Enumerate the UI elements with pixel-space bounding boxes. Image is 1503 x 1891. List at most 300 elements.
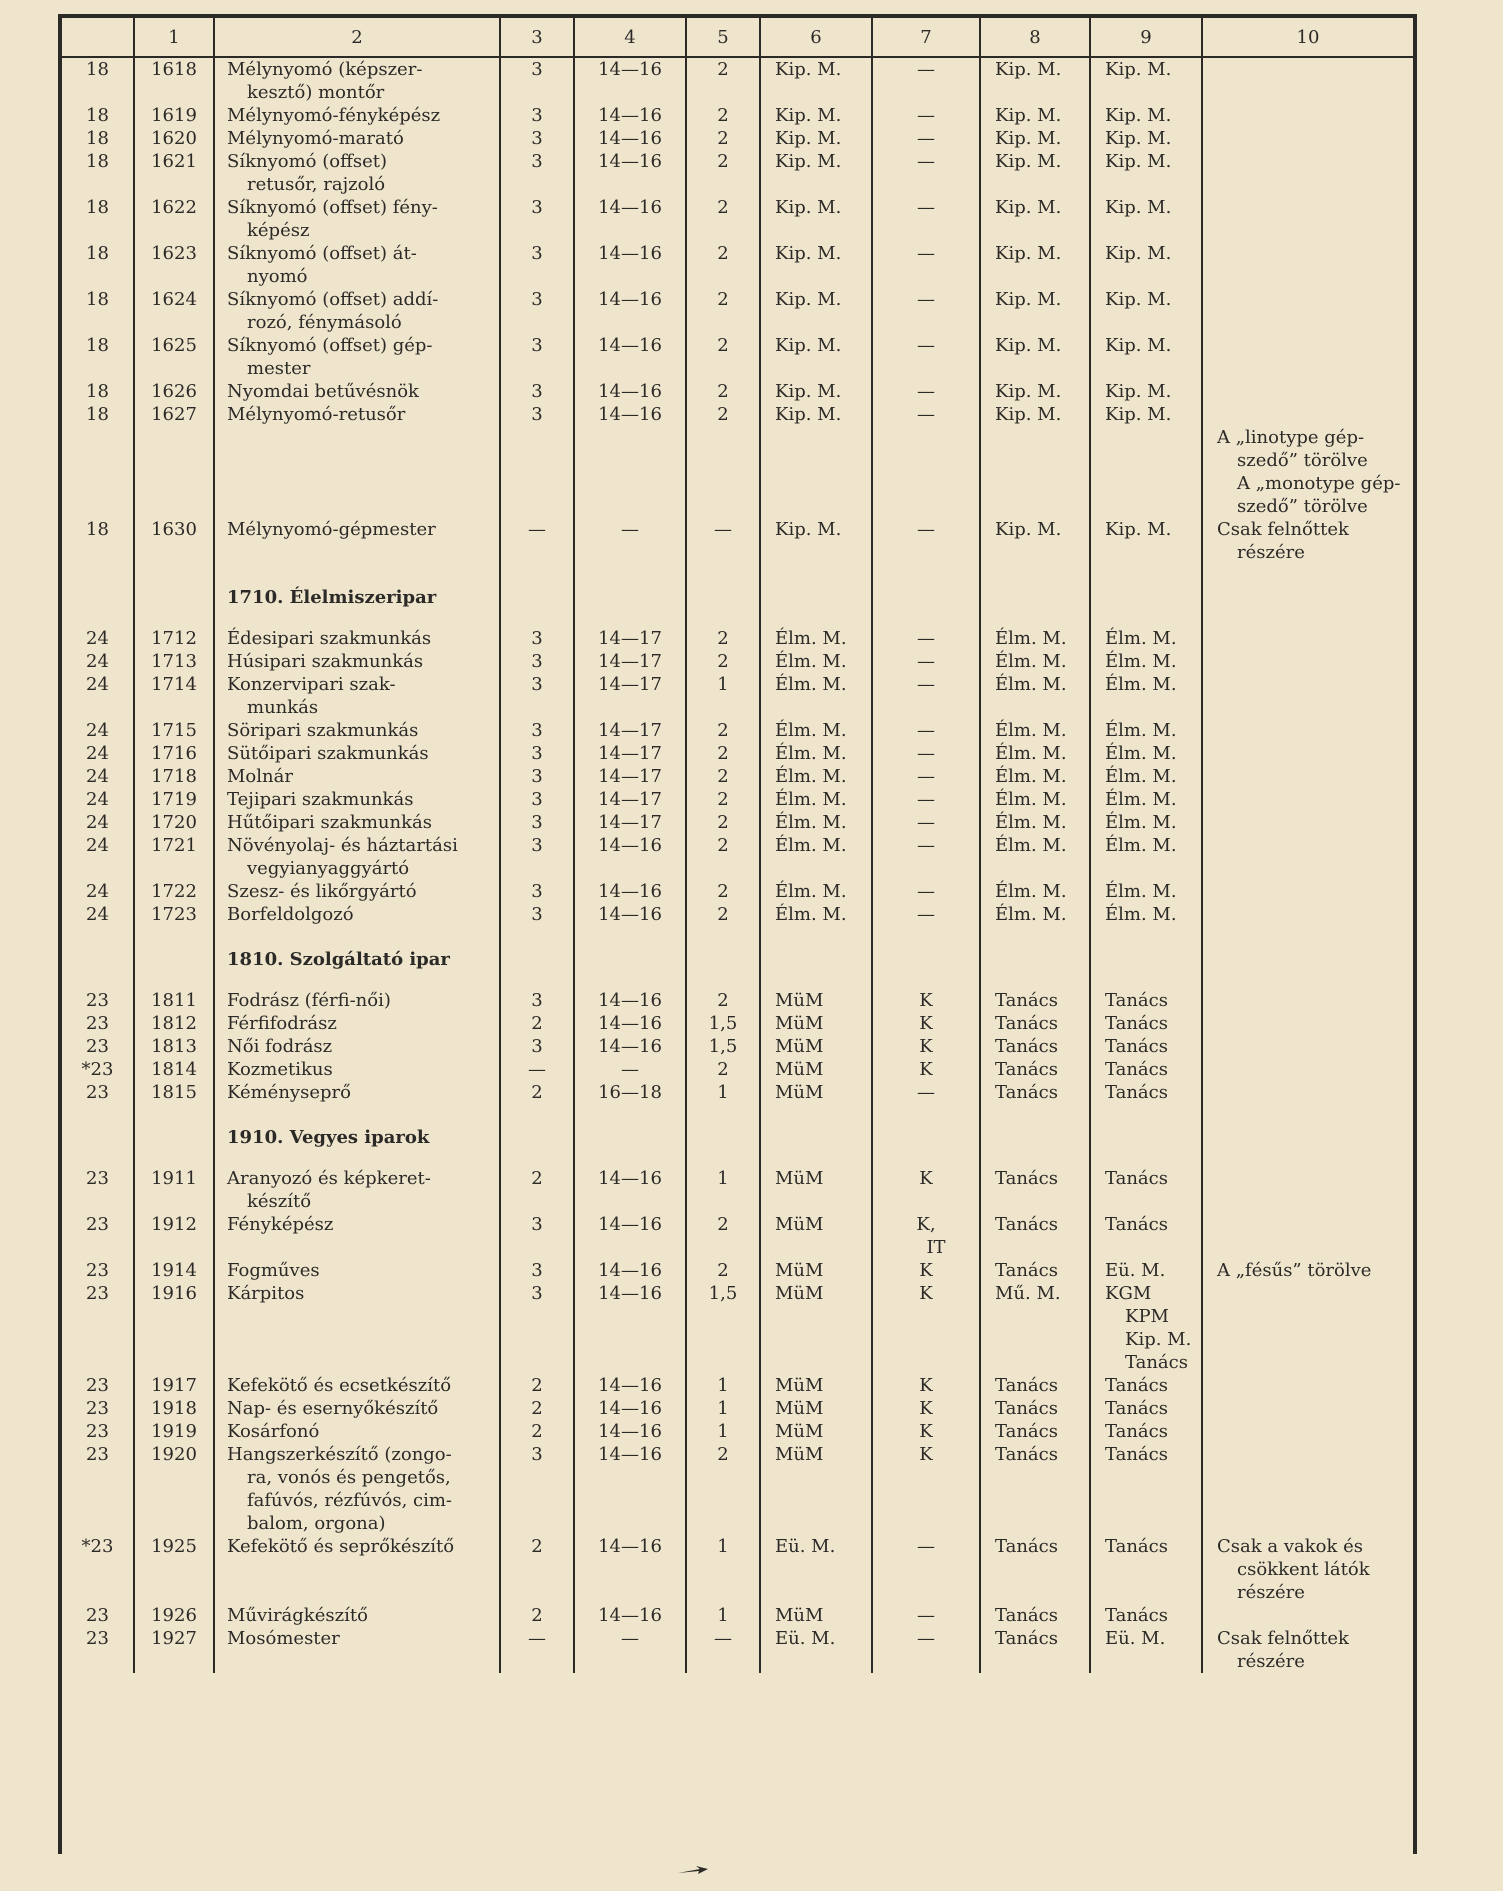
years-col-cell: 2 [500, 1535, 574, 1604]
empty-cell [1090, 926, 1202, 989]
school-col-cell: 2 [686, 150, 760, 196]
cell-continuation-line: részére [1237, 542, 1305, 563]
occupation-col-cell: Szesz- és likőrgyártó [214, 880, 500, 903]
empty-cell [760, 926, 872, 989]
num-col-cell: 24 [86, 766, 109, 787]
years-col-cell: 3 [500, 288, 574, 334]
table-row [62, 1374, 1413, 1397]
age-col-cell: 14—16 [574, 1035, 686, 1058]
years-col-cell: 3 [500, 380, 574, 403]
table-row [62, 1012, 1413, 1035]
occupation-col-cell: Borfeldolgozó [214, 903, 500, 926]
note-col-cell [1202, 880, 1413, 903]
cell-continuation-line: mester [247, 358, 311, 379]
occupation-col-cell: Kéményseprő [214, 1081, 500, 1104]
authority-col-cell: Kip. M. [980, 104, 1090, 127]
ministry-col-cell: Élm. M. [760, 673, 872, 719]
years-col-cell: 3 [500, 334, 574, 380]
num-col-cell: 23 [86, 1375, 109, 1396]
empty-cell [134, 1104, 214, 1167]
num-col-cell: 18 [86, 105, 109, 126]
table-row [62, 834, 1413, 880]
supervisor-col-cell: Élm. M. [1090, 880, 1202, 903]
k-col-cell: — [872, 719, 980, 742]
cell-continuation-line: retusőr, rajzoló [247, 174, 386, 195]
authority-col-cell: Mű. M. [980, 1282, 1090, 1374]
age-col-cell: 14—16 [574, 334, 686, 380]
years-col-cell: — [500, 1627, 574, 1673]
authority-col-cell [980, 426, 1090, 518]
supervisor-col-cell: Tanács [1090, 1397, 1202, 1420]
years-col-cell: 3 [500, 104, 574, 127]
empty-cell [872, 1104, 980, 1167]
age-col-cell [574, 426, 686, 518]
code-col-cell: 1919 [134, 1420, 214, 1443]
years-col-cell: 3 [500, 903, 574, 926]
code-col-cell: 1917 [134, 1374, 214, 1397]
school-col-cell: 2 [686, 719, 760, 742]
supervisor-col-cell: Tanács [1090, 1167, 1202, 1213]
school-col-cell: 2 [686, 627, 760, 650]
occupation-col-cell: Fogműves [214, 1259, 500, 1282]
note-col-cell [1202, 518, 1413, 564]
note-col-cell [1202, 1420, 1413, 1443]
empty-cell [134, 926, 214, 989]
note-col-cell [1202, 989, 1413, 1012]
k-col-cell: K [872, 989, 980, 1012]
note-col-cell [1202, 1035, 1413, 1058]
num-col-cell: *23 [81, 1536, 114, 1557]
occupation-col-cell: Húsipari szakmunkás [214, 650, 500, 673]
column-header-7: 7 [872, 16, 980, 57]
occupation-col-cell: Tejipari szakmunkás [214, 788, 500, 811]
supervisor-col-cell: Tanács [1090, 1012, 1202, 1035]
code-col-cell: 1911 [134, 1167, 214, 1213]
note-col-cell [1202, 1058, 1413, 1081]
empty-cell [686, 564, 760, 627]
num-col-cell: 23 [86, 1168, 109, 1189]
column-header-10: 10 [1202, 16, 1413, 57]
authority-col-cell: Kip. M. [980, 334, 1090, 380]
school-col-cell: 2 [686, 104, 760, 127]
k-col-cell: — [872, 196, 980, 242]
table-row [62, 242, 1413, 288]
ministry-col-cell: MüM [760, 1397, 872, 1420]
cell-continuation-line: vegyianyaggyártó [247, 858, 410, 879]
empty-cell [686, 1104, 760, 1167]
supervisor-col-cell: Kip. M. [1090, 242, 1202, 288]
cell-line: Síknyomó (offset) [227, 151, 388, 172]
age-col-cell: — [574, 518, 686, 564]
code-col-cell: 1920 [134, 1443, 214, 1535]
column-header-2: 2 [214, 16, 500, 57]
empty-cell [574, 926, 686, 989]
school-col-cell: 1,5 [686, 1012, 760, 1035]
num-col-cell: 23 [86, 1013, 109, 1034]
table-row [62, 811, 1413, 834]
authority-col-cell: Kip. M. [980, 57, 1090, 104]
authority-col-cell: Kip. M. [980, 196, 1090, 242]
years-col-cell: 3 [500, 834, 574, 880]
occupation-col-cell [214, 242, 500, 288]
table-row [62, 150, 1413, 196]
table-row [62, 1443, 1413, 1535]
num-col-cell: 23 [86, 990, 109, 1011]
empty-cell [1090, 1104, 1202, 1167]
k-col-cell: — [872, 288, 980, 334]
num-col-cell: 23 [86, 1260, 109, 1281]
age-col-cell: 14—16 [574, 880, 686, 903]
age-col-cell: 14—17 [574, 788, 686, 811]
school-col-cell [686, 426, 760, 518]
k-col-cell: — [872, 627, 980, 650]
num-col-cell: 23 [86, 1082, 109, 1103]
table-row [62, 788, 1413, 811]
occupation-col-cell: Kosárfonó [214, 1420, 500, 1443]
section-heading: 1910. Vegyes iparok [214, 1104, 500, 1167]
ministry-col-cell: MüM [760, 1167, 872, 1213]
num-col-cell: 18 [86, 289, 109, 310]
num-col-cell: 24 [86, 674, 109, 695]
code-col-cell: 1926 [134, 1604, 214, 1627]
num-col-cell: 23 [86, 1444, 109, 1465]
note-col-cell [1202, 765, 1413, 788]
supervisor-col-cell: Élm. M. [1090, 788, 1202, 811]
occupation-col-cell [214, 834, 500, 880]
occupation-col-cell: Söripari szakmunkás [214, 719, 500, 742]
occupation-col-cell [214, 150, 500, 196]
note-col-cell [1202, 127, 1413, 150]
note-col-cell [1202, 57, 1413, 104]
k-col-cell: — [872, 788, 980, 811]
k-col-cell: — [872, 903, 980, 926]
code-col-cell: 1623 [134, 242, 214, 288]
code-col-cell: 1723 [134, 903, 214, 926]
num-col-cell: 24 [86, 789, 109, 810]
empty-cell [574, 564, 686, 627]
empty-cell [872, 926, 980, 989]
age-col-cell: 14—17 [574, 719, 686, 742]
occupation-col-cell: Molnár [214, 765, 500, 788]
cell-line: Mélynyomó (képszer- [227, 59, 423, 80]
occupation-col-cell: Nyomdai betűvésnök [214, 380, 500, 403]
k-col-cell: K [872, 1035, 980, 1058]
column-header-3: 3 [500, 16, 574, 57]
school-col-cell: 2 [686, 403, 760, 426]
cell-line: Konzervipari szak- [227, 674, 396, 695]
occupation-col-cell: Mélynyomó-gépmester [214, 518, 500, 564]
authority-col-cell: Tanács [980, 1374, 1090, 1397]
authority-col-cell: Kip. M. [980, 518, 1090, 564]
supervisor-col-cell: Kip. M. [1090, 518, 1202, 564]
k-col-cell: — [872, 834, 980, 880]
supervisor-col-cell: Tanács [1090, 1535, 1202, 1604]
occupation-col-cell: Kozmetikus [214, 1058, 500, 1081]
table-row [62, 1282, 1413, 1374]
code-col-cell: 1718 [134, 765, 214, 788]
supervisor-col-cell: Élm. M. [1090, 903, 1202, 926]
ministry-col-cell: MüM [760, 1012, 872, 1035]
num-col-cell: 23 [86, 1036, 109, 1057]
occupation-col-cell: Édesipari szakmunkás [214, 627, 500, 650]
school-col-cell: 1,5 [686, 1035, 760, 1058]
num-col-cell: 18 [86, 59, 109, 80]
k-col-cell: — [872, 380, 980, 403]
note-col-cell [1202, 650, 1413, 673]
age-col-cell: 14—16 [574, 242, 686, 288]
supervisor-col-cell: Eü. M. [1090, 1627, 1202, 1673]
table-row [62, 1397, 1413, 1420]
years-col-cell: 3 [500, 989, 574, 1012]
note-col-cell [1202, 811, 1413, 834]
years-col-cell: 3 [500, 627, 574, 650]
school-col-cell: 2 [686, 1443, 760, 1535]
cell-line: Aranyozó és képkeret- [227, 1168, 431, 1189]
table-row [62, 1058, 1413, 1081]
num-col-cell: 18 [86, 197, 109, 218]
occupation-col-cell: Kárpitos [214, 1282, 500, 1374]
supervisor-col-cell [1090, 426, 1202, 518]
supervisor-col-cell: Élm. M. [1090, 765, 1202, 788]
age-col-cell: 14—17 [574, 673, 686, 719]
school-col-cell: 2 [686, 57, 760, 104]
age-col-cell: 14—16 [574, 1012, 686, 1035]
ministry-col-cell: Kip. M. [760, 334, 872, 380]
ministry-col-cell: Kip. M. [760, 288, 872, 334]
authority-col-cell: Tanács [980, 1259, 1090, 1282]
supervisor-col-cell: Tanács [1090, 1443, 1202, 1535]
cell-continuation-line: szedő” törölve [1237, 450, 1368, 471]
note-col-cell [1202, 1397, 1413, 1420]
school-col-cell: 2 [686, 903, 760, 926]
age-col-cell: 14—16 [574, 127, 686, 150]
years-col-cell: 3 [500, 150, 574, 196]
k-col-cell: — [872, 1627, 980, 1673]
ministry-col-cell: Kip. M. [760, 57, 872, 104]
k-col-cell: — [872, 880, 980, 903]
school-col-cell: 1 [686, 673, 760, 719]
note-col-cell [1202, 627, 1413, 650]
ministry-col-cell: Eü. M. [760, 1535, 872, 1604]
code-col-cell: 1916 [134, 1282, 214, 1374]
school-col-cell: 2 [686, 1058, 760, 1081]
occupation-col-cell: Férfifodrász [214, 1012, 500, 1035]
school-col-cell: — [686, 1627, 760, 1673]
occupation-col-cell: Kefekötő és ecsetkészítő [214, 1374, 500, 1397]
authority-col-cell: Élm. M. [980, 627, 1090, 650]
cell-continuation-line: képész [247, 220, 310, 241]
authority-col-cell: Kip. M. [980, 150, 1090, 196]
years-col-cell: 3 [500, 403, 574, 426]
cell-continuation-line: A „monotype gép- [1237, 473, 1401, 494]
age-col-cell: 14—16 [574, 1604, 686, 1627]
cell-continuation-line: ra, vonós és pengetős, [247, 1467, 451, 1488]
table-row [62, 1035, 1413, 1058]
empty-cell [980, 1104, 1090, 1167]
column-header-blank [62, 16, 134, 57]
column-header-1: 1 [134, 16, 214, 57]
occupation-col-cell: Sütőipari szakmunkás [214, 742, 500, 765]
table-row [62, 518, 1413, 564]
column-header-4: 4 [574, 16, 686, 57]
school-col-cell: 2 [686, 811, 760, 834]
ministry-col-cell: Élm. M. [760, 627, 872, 650]
supervisor-col-cell: Kip. M. [1090, 334, 1202, 380]
school-col-cell: 1,5 [686, 1282, 760, 1374]
code-col-cell: 1713 [134, 650, 214, 673]
supervisor-col-cell: Eü. M. [1090, 1259, 1202, 1282]
empty-cell [500, 1104, 574, 1167]
empty-cell [62, 926, 134, 989]
occupation-col-cell: Nap- és esernyőkészítő [214, 1397, 500, 1420]
occupation-col-cell [214, 673, 500, 719]
age-col-cell: — [574, 1627, 686, 1673]
cell-continuation-line: készítő [247, 1191, 312, 1212]
ministry-col-cell: Élm. M. [760, 903, 872, 926]
age-col-cell: 14—16 [574, 1535, 686, 1604]
authority-col-cell: Tanács [980, 1604, 1090, 1627]
years-col-cell: 3 [500, 1282, 574, 1374]
code-col-cell: 1624 [134, 288, 214, 334]
school-col-cell: 2 [686, 1259, 760, 1282]
years-col-cell: 3 [500, 127, 574, 150]
authority-col-cell: Kip. M. [980, 380, 1090, 403]
years-col-cell [500, 426, 574, 518]
section-heading: 1810. Szolgáltató ipar [214, 926, 500, 989]
years-col-cell: — [500, 518, 574, 564]
k-col-cell [872, 426, 980, 518]
age-col-cell: 14—16 [574, 989, 686, 1012]
authority-col-cell: Tanács [980, 1058, 1090, 1081]
occupation-col-cell [214, 1167, 500, 1213]
k-col-cell: — [872, 150, 980, 196]
code-col-cell: 1712 [134, 627, 214, 650]
age-col-cell: 16—18 [574, 1081, 686, 1104]
cell-line: Hangszerkészítő (zongo- [227, 1444, 452, 1465]
table-row [62, 765, 1413, 788]
k-col-cell: — [872, 650, 980, 673]
table-row [62, 1167, 1413, 1213]
k-col-cell: K [872, 1167, 980, 1213]
school-col-cell: 2 [686, 880, 760, 903]
age-col-cell: 14—17 [574, 811, 686, 834]
supervisor-col-cell: Tanács [1090, 1213, 1202, 1259]
code-col-cell: 1714 [134, 673, 214, 719]
authority-col-cell: Tanács [980, 1213, 1090, 1259]
num-col-cell: 18 [86, 404, 109, 425]
num-col-cell: 18 [86, 335, 109, 356]
occupation-col-cell [214, 334, 500, 380]
k-col-cell: — [872, 742, 980, 765]
note-col-cell [1202, 788, 1413, 811]
table-row [62, 1420, 1413, 1443]
ministry-col-cell: MüM [760, 1081, 872, 1104]
school-col-cell: 2 [686, 196, 760, 242]
note-col-cell [1202, 673, 1413, 719]
occupation-col-cell [214, 196, 500, 242]
cell-continuation-line: IT [926, 1237, 946, 1258]
occupation-col-cell [214, 426, 500, 518]
table-row [62, 127, 1413, 150]
years-col-cell: 3 [500, 880, 574, 903]
supervisor-col-cell [1090, 1282, 1202, 1374]
authority-col-cell: Élm. M. [980, 765, 1090, 788]
cell-continuation-line: kesztő) montőr [247, 82, 385, 103]
supervisor-col-cell: Kip. M. [1090, 150, 1202, 196]
code-col-cell: 1627 [134, 403, 214, 426]
school-col-cell: 1 [686, 1081, 760, 1104]
ministry-col-cell: Kip. M. [760, 150, 872, 196]
cell-line: Csak felnőttek [1217, 519, 1349, 540]
note-col-cell [1202, 242, 1413, 288]
years-col-cell: 3 [500, 673, 574, 719]
k-col-cell: K [872, 1282, 980, 1374]
note-col-cell [1202, 834, 1413, 880]
k-col-cell: — [872, 242, 980, 288]
num-col-cell: 18 [86, 151, 109, 172]
school-col-cell: 2 [686, 380, 760, 403]
authority-col-cell: Tanács [980, 1035, 1090, 1058]
years-col-cell: 2 [500, 1397, 574, 1420]
supervisor-col-cell: Tanács [1090, 1374, 1202, 1397]
note-col-cell [1202, 403, 1413, 426]
years-col-cell: 3 [500, 719, 574, 742]
ministry-col-cell: Élm. M. [760, 811, 872, 834]
supervisor-col-cell: Élm. M. [1090, 742, 1202, 765]
column-header-5: 5 [686, 16, 760, 57]
years-col-cell: 2 [500, 1374, 574, 1397]
note-col-cell [1202, 1213, 1413, 1259]
cell-continuation-line: szedő” törölve [1237, 496, 1368, 517]
age-col-cell: 14—16 [574, 1213, 686, 1259]
age-col-cell: — [574, 1058, 686, 1081]
authority-col-cell: Kip. M. [980, 127, 1090, 150]
code-col-cell: 1715 [134, 719, 214, 742]
supervisor-col-cell: Kip. M. [1090, 57, 1202, 104]
supervisor-col-cell: Kip. M. [1090, 403, 1202, 426]
years-col-cell: — [500, 1058, 574, 1081]
table-frame [58, 14, 1417, 1854]
note-col-cell [1202, 104, 1413, 127]
authority-col-cell: Kip. M. [980, 288, 1090, 334]
table-row [62, 57, 1413, 104]
code-col-cell: 1918 [134, 1397, 214, 1420]
empty-cell [1090, 564, 1202, 627]
k-col-cell: — [872, 127, 980, 150]
supervisor-col-cell: Kip. M. [1090, 104, 1202, 127]
cell-line: Síknyomó (offset) át- [227, 243, 417, 264]
table-row [62, 989, 1413, 1012]
years-col-cell: 3 [500, 242, 574, 288]
empty-cell [980, 926, 1090, 989]
k-col-cell: K [872, 1397, 980, 1420]
k-col-cell: — [872, 811, 980, 834]
table-row [62, 1604, 1413, 1627]
authority-col-cell: Tanács [980, 1443, 1090, 1535]
school-col-cell: 2 [686, 834, 760, 880]
ministry-col-cell: Kip. M. [760, 242, 872, 288]
num-col-cell: 23 [86, 1605, 109, 1626]
code-col-cell: 1620 [134, 127, 214, 150]
supervisor-col-cell: Tanács [1090, 1081, 1202, 1104]
k-col-cell: — [872, 104, 980, 127]
authority-col-cell: Tanács [980, 989, 1090, 1012]
age-col-cell: 14—16 [574, 288, 686, 334]
ministry-col-cell: MüM [760, 1035, 872, 1058]
table-row [62, 334, 1413, 380]
cell-line: K, [916, 1214, 936, 1235]
occupation-col-cell: Fényképész [214, 1213, 500, 1259]
